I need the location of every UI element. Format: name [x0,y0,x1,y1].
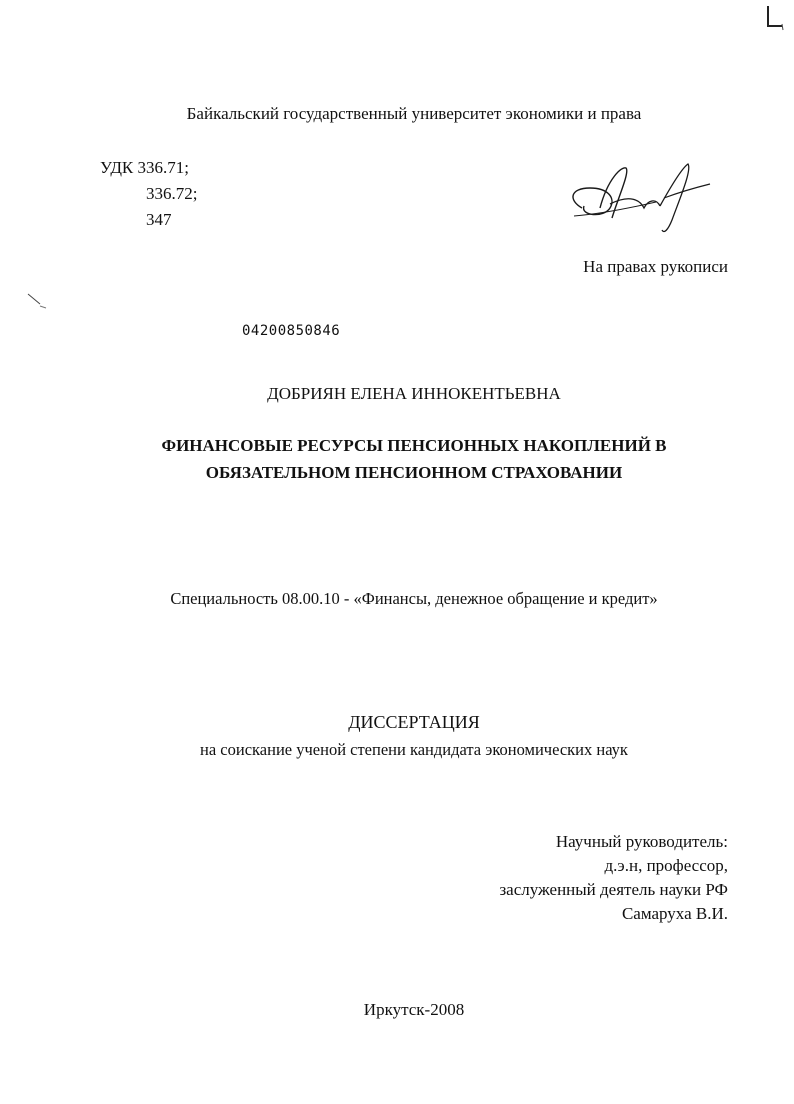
archive-number: 04200850846 [242,323,341,339]
city-year: Иркутск-2008 [363,1000,465,1019]
dissertation-purpose: на соискание ученой степени кандидата экономических наук [200,740,628,759]
dissertation-title [0,432,794,486]
supervisor-honor: заслуженный деятель науки РФ [499,880,728,899]
supervisor-degree: д.э.н, профессор, [604,856,728,875]
supervisor-block [499,832,728,928]
manuscript-rights-note: На правах рукописи [583,257,728,276]
margin-scan-mark [26,292,50,312]
dissertation-label: ДИССЕРТАЦИЯ [348,712,480,732]
udk-line: УДК 336.71; [100,158,189,177]
corner-scan-mark [762,4,788,34]
supervisor-label: Научный руководитель: [555,832,728,851]
specialty: Специальность 08.00.10 - «Финансы, денежное обращение и кредит» [170,589,658,608]
udk-block [100,158,197,236]
author-name: ДОБРИЯН ЕЛЕНА ИННОКЕНТЬЕВНА [267,384,561,403]
title-line: ОБЯЗАТЕЛЬНОМ ПЕНСИОННОМ СТРАХОВАНИИ [205,463,623,482]
udk-line: 336.72; [146,184,198,203]
handwritten-signature [560,158,720,238]
university-name: Байкальский государственный университет экономики и права [186,104,642,123]
supervisor-name: Самаруха В.И. [621,904,728,923]
udk-line: 347 [146,210,172,229]
title-line: ФИНАНСОВЫЕ РЕСУРСЫ ПЕНСИОННЫХ НАКОПЛЕНИЙ В [161,436,667,455]
